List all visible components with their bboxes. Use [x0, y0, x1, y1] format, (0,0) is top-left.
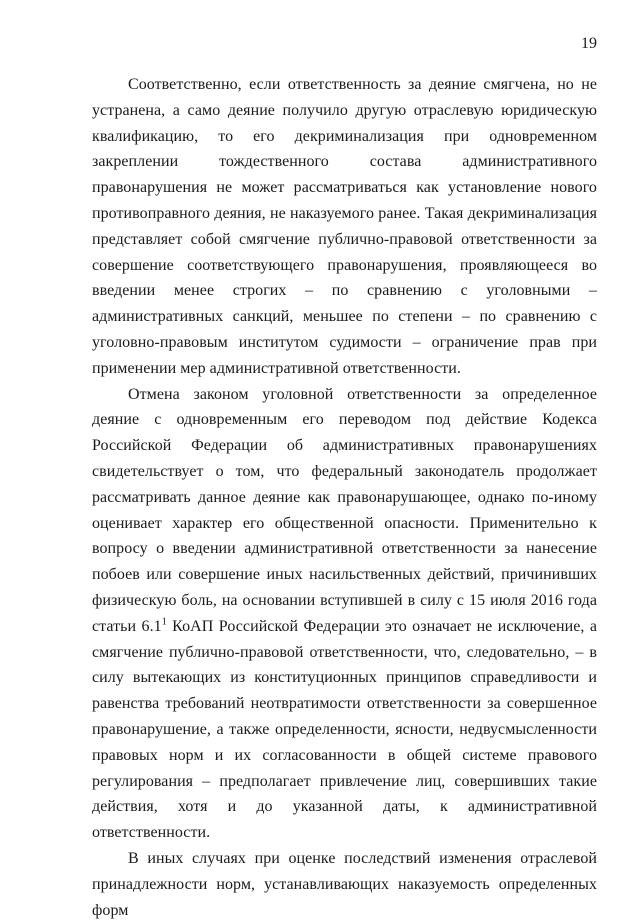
body-text: [92, 72, 597, 923]
paragraph-2-text-start: Отмена законом уголовной ответственности за определенное деяние с одновременным его переводом под действие Кодекса Российской Федерации об административных правонарушениях свидетельствует о том, что федеральный законодатель продолжает рассматривать данное деяние как правонарушающее, однако по-иному оценивает характер его общественной опасности. Применительно к вопросу о введении административной ответственности за нанесение побоев или совершение иных насильственных действий, причинивших физическую боль, на основании вступившей в силу с 15 июля 2016 года статьи 6.1: [92, 385, 597, 635]
page-number: 19: [581, 35, 597, 52]
footnote-superscript: 1: [161, 616, 167, 628]
paragraph-1: Соответственно, если ответственность за деяние смягчена, но не устранена, а само деяние получило другую отраслевую юридическую квалификацию, то его декриминализация при одновременном закреплении тождественного состава административного правонарушения не может рассматриваться как установление нового противоправного деяния, не наказуемого ранее. Такая декриминализация представляет собой смягчение публично-правовой ответственности за совершение соответствующего правонарушения, проявляющееся во введении менее строгих – по сравнению с уголовными – административных санкций, меньшее по степени – по сравнению с уголовно-правовым институтом судимости – ограничение прав при применении мер административной ответственности.: [92, 76, 597, 377]
paragraph-2: [92, 382, 597, 846]
paragraph-2-text-end: КоАП Российской Федерации это означает не исключение, а смягчение публично-правовой ответственности, что, следовательно, – в силу вытекающих из конституционных принципов справедливости и равенства требований неотвратимости ответственности за совершенное правонарушение, а также определенности, ясности, недвусмысленности правовых норм и их согласованности в общей системе правового регулирования – предполагает привлечение лиц, совершивших такие действия, хотя и до указанной даты, к административной ответственности.: [92, 617, 598, 842]
paragraph-3: В иных случаях при оценке последствий изменения отраслевой принадлежности норм, устанавливающих наказуемость определенных форм: [92, 849, 597, 919]
